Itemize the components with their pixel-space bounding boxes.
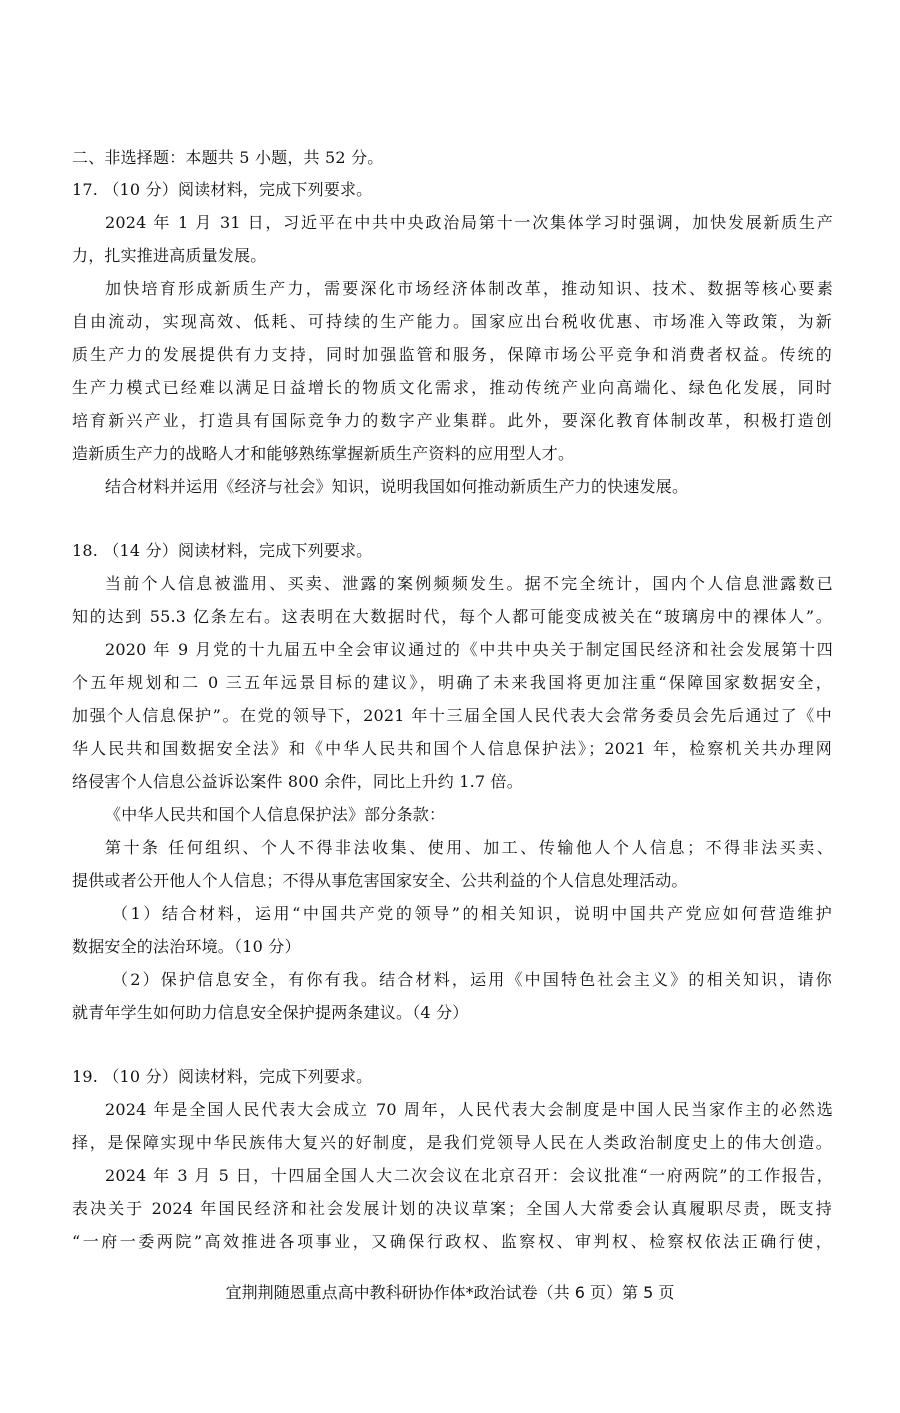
q18-line: 2020 年 9 月党的十九届五中全会审议通过的《中共中央关于制定国民经济和社会发展第十四: [105, 640, 833, 659]
question-18-title: 18. （14 分）阅读材料，完成下列要求。: [72, 541, 373, 560]
q18-line: 个五年规划和二 0 三五年远景目标的建议》，明确了未来我国将更加注重“保障国家数据安全，: [72, 673, 832, 692]
q18-law-article: 提供或者公开他人个人信息；不得从事危害国家安全、公共利益的个人信息处理活动。: [72, 871, 688, 890]
q17-line: 力，扎实推进高质量发展。: [72, 246, 267, 265]
question-19-title: 19. （10 分）阅读材料，完成下列要求。: [72, 1067, 373, 1086]
q18-line: 华人民共和国数据安全法》和《中华人民共和国个人信息保护法》；2021 年，检察机关共办理网: [72, 739, 832, 758]
q18-subquestion-2: （2）保护信息安全，有你有我。结合材料，运用《中国特色社会主义》的相关知识，请你: [112, 970, 832, 989]
q18-line: 络侵害个人信息公益诉讼案件 800 余件，同比上升约 1.7 倍。: [72, 772, 523, 791]
page-footer: 宜荆荆随恩重点高中教科研协作体*政治试卷（共 6 页）第 5 页: [225, 1283, 675, 1302]
q17-line: 生产力模式已经难以满足日益增长的物质文化需求，推动传统产业向高端化、绿色化发展，同时: [72, 378, 832, 397]
q18-line: 当前个人信息被滥用、买卖、泄露的案例频频发生。据不完全统计，国内个人信息泄露数已: [105, 574, 833, 593]
q17-line: 造新质生产力的战略人才和能够熟练掌握新质生产资料的应用型人才。: [72, 444, 575, 463]
q18-law-article: 第十条 任何组织、个人不得非法收集、使用、加工、传输他人个人信息；不得非法买卖、: [105, 838, 833, 857]
q19-line: 表决关于 2024 年国民经济和社会发展计划的决议草案；全国人大常委会认真履职尽责，既支持: [72, 1199, 832, 1218]
q18-line: 知的达到 55.3 亿条左右。这表明在大数据时代，每个人都可能变成被关在“玻璃房中的裸体人”。: [72, 607, 832, 626]
section-heading: 二、非选择题：本题共 5 小题，共 52 分。: [72, 148, 384, 167]
q19-line: “一府一委两院”高效推进各项事业，又确保行政权、监察权、审判权、检察权依法正确行使，: [72, 1232, 832, 1251]
q17-line: 培育新兴产业，打造具有国际竞争力的数字产业集群。此外，要深化教育体制改革，积极打造创: [72, 411, 832, 430]
q17-line: 2024 年 1 月 31 日，习近平在中共中央政治局第十一次集体学习时强调，加快发展新质生产: [105, 213, 833, 232]
question-17-title: 17. （10 分）阅读材料，完成下列要求。: [72, 180, 373, 199]
q17-prompt: 结合材料并运用《经济与社会》知识，说明我国如何推动新质生产力的快速发展。: [105, 477, 689, 496]
q17-line: 加快培育形成新质生产力，需要深化市场经济体制改革，推动知识、技术、数据等核心要素: [105, 279, 833, 298]
q18-subquestion-1: 数据安全的法治环境。（10 分）: [72, 937, 301, 956]
q18-subquestion-2: 就青年学生如何助力信息安全保护提两条建议。（4 分）: [72, 1003, 469, 1022]
q17-line: 自由流动，实现高效、低耗、可持续的生产能力。国家应出台税收优惠、市场准入等政策，为新: [72, 312, 832, 331]
q19-line: 2024 年是全国人民代表大会成立 70 周年，人民代表大会制度是中国人民当家作主的必然选: [105, 1100, 833, 1119]
q17-line: 质生产力的发展提供有力支持，同时加强监管和服务，保障市场公平竞争和消费者权益。传统的: [72, 345, 832, 364]
q18-line: 加强个人信息保护”。在党的领导下，2021 年十三届全国人民代表大会常务委员会先后通过了《中: [72, 706, 832, 725]
q18-law-heading: 《中华人民共和国个人信息保护法》部分条款：: [105, 805, 446, 824]
q18-subquestion-1: （1）结合材料，运用“中国共产党的领导”的相关知识，说明中国共产党应如何营造维护: [112, 904, 832, 923]
q19-line: 择，是保障实现中华民族伟大复兴的好制度，是我们党领导人民在人类政治制度史上的伟大创造。: [72, 1133, 832, 1152]
q19-line: 2024 年 3 月 5 日，十四届全国人大二次会议在北京召开：会议批准“一府两院”的工作报告，: [105, 1166, 833, 1185]
